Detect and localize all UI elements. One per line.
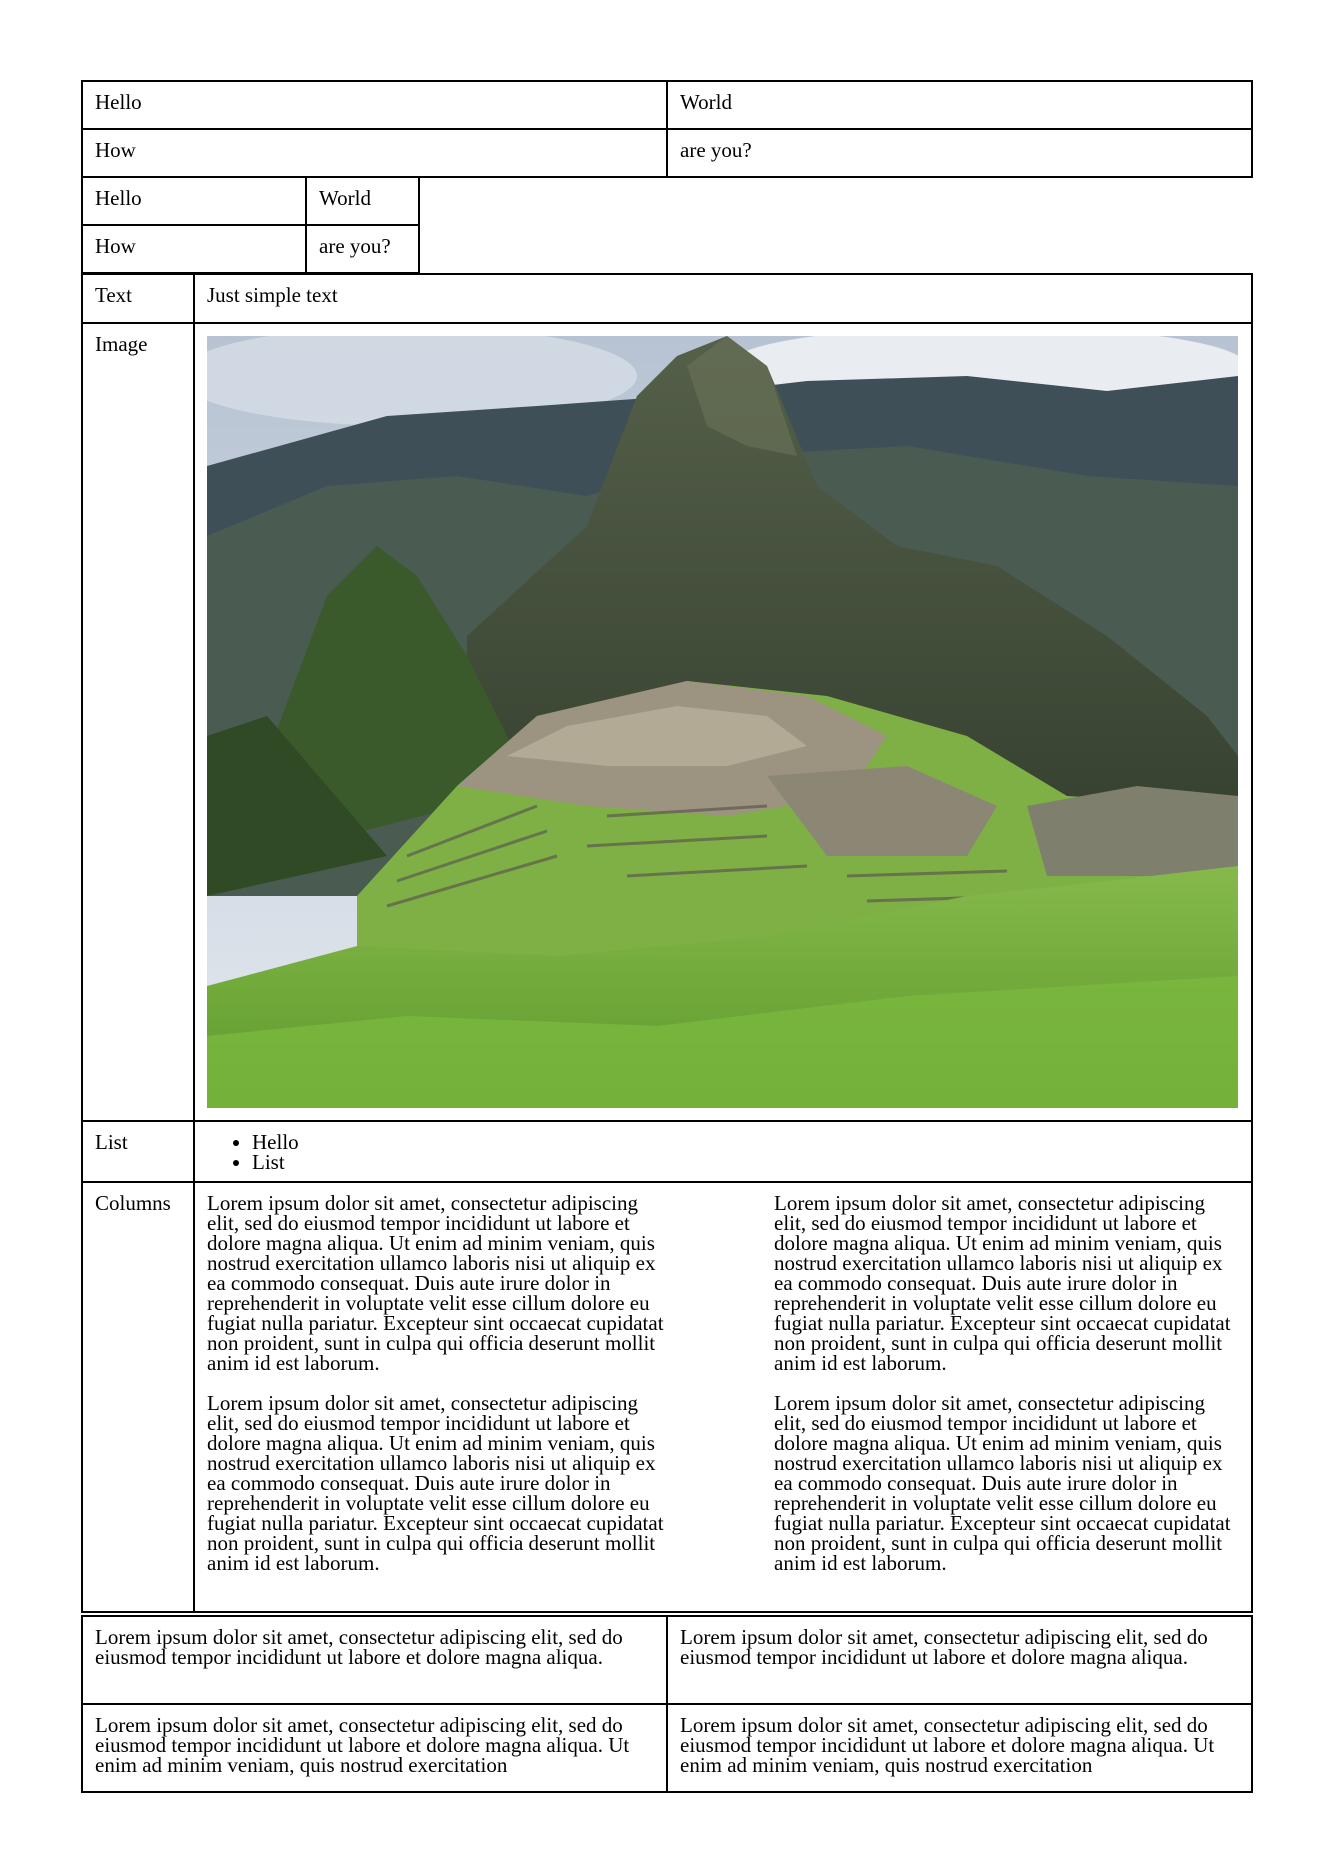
lorem-table [81, 1615, 1253, 1793]
table-cell: are you? [306, 225, 419, 273]
columns-cell [194, 1182, 1252, 1612]
text-column-left [207, 1193, 672, 1573]
table-cell [82, 1616, 667, 1704]
table-cell: How [82, 225, 306, 273]
greeting-table-wide [81, 80, 1253, 178]
paragraph: Lorem ipsum dolor sit amet, consectetur adipiscing elit, sed do eiusmod tempor incididunt ut labore et dolore magna aliqua. [95, 1625, 623, 1669]
table-cell: are you? [667, 129, 1252, 177]
table-row [82, 225, 419, 273]
paragraph: Lorem ipsum dolor sit amet, consectetur adipiscing elit, sed do eiusmod tempor incididunt ut labore et dolore magna aliqua. Ut enim ad minim veniam, quis nostrud exercitation [95, 1713, 630, 1777]
paragraph: Lorem ipsum dolor sit amet, consectetur adipiscing elit, sed do eiusmod tempor incididunt ut labore et dolore magna aliqua. Ut enim ad minim veniam, quis nostrud exercitation ullamco laboris nisi ut aliquip ex ea commodo consequat. Duis aute irure dolor in reprehenderit in voluptate velit esse cillum dolore eu fugiat nulla pariatur. Excepteur sint occaecat cupidatat non proident, sunt in culpa qui officia deserunt mollit anim id est laborum. [774, 1391, 1231, 1575]
table-row-image [82, 323, 1252, 1121]
row-label: Image [82, 323, 194, 1121]
table-cell: How [82, 129, 667, 177]
table-cell: Hello [82, 177, 306, 225]
simple-text: Just simple text [194, 274, 1252, 323]
table-row-columns [82, 1182, 1252, 1612]
table-row [82, 1704, 1252, 1792]
table-cell: World [306, 177, 419, 225]
table-cell: Hello [82, 81, 667, 129]
list-item: • Hello [252, 1132, 1239, 1152]
table-cell: World [667, 81, 1252, 129]
text-columns [207, 1193, 1239, 1573]
table-cell [82, 1704, 667, 1792]
mountain-ruins-photo [207, 336, 1238, 1108]
table-cell [667, 1704, 1252, 1792]
list-cell [194, 1121, 1252, 1182]
text-column-right [774, 1193, 1239, 1573]
table-row [82, 129, 1252, 177]
paragraph: Lorem ipsum dolor sit amet, consectetur adipiscing elit, sed do eiusmod tempor incididunt ut labore et dolore magna aliqua. Ut enim ad minim veniam, quis nostrud exercitation ullamco laboris nisi ut aliquip ex ea commodo consequat. Duis aute irure dolor in reprehenderit in voluptate velit esse cillum dolore eu fugiat nulla pariatur. Excepteur sint occaecat cupidatat non proident, sunt in culpa qui officia deserunt mollit anim id est laborum. [207, 1391, 664, 1575]
table-row-text [82, 274, 1252, 323]
list-item: • List [252, 1152, 1239, 1172]
image-cell [194, 323, 1252, 1121]
paragraph: Lorem ipsum dolor sit amet, consectetur adipiscing elit, sed do eiusmod tempor incididunt ut labore et dolore magna aliqua. Ut enim ad minim veniam, quis nostrud exercitation ullamco laboris nisi ut aliquip ex ea commodo consequat. Duis aute irure dolor in reprehenderit in voluptate velit esse cillum dolore eu fugiat nulla pariatur. Excepteur sint occaecat cupidatat non proident, sunt in culpa qui officia deserunt mollit anim id est laborum. [774, 1191, 1231, 1375]
paragraph: Lorem ipsum dolor sit amet, consectetur adipiscing elit, sed do eiusmod tempor incididunt ut labore et dolore magna aliqua. [680, 1625, 1208, 1669]
row-label: Text [82, 274, 194, 323]
paragraph: Lorem ipsum dolor sit amet, consectetur adipiscing elit, sed do eiusmod tempor incididunt ut labore et dolore magna aliqua. Ut enim ad minim veniam, quis nostrud exercitation ullamco laboris nisi ut aliquip ex ea commodo consequat. Duis aute irure dolor in reprehenderit in voluptate velit esse cillum dolore eu fugiat nulla pariatur. Excepteur sint occaecat cupidatat non proident, sunt in culpa qui officia deserunt mollit anim id est laborum. [207, 1191, 664, 1375]
table-row [82, 1616, 1252, 1704]
table-cell [667, 1616, 1252, 1704]
table-row [82, 177, 419, 225]
row-label: Columns [82, 1182, 194, 1612]
table-row [82, 81, 1252, 129]
greeting-table-narrow [81, 176, 420, 274]
paragraph: Lorem ipsum dolor sit amet, consectetur adipiscing elit, sed do eiusmod tempor incididunt ut labore et dolore magna aliqua. Ut enim ad minim veniam, quis nostrud exercitation [680, 1713, 1215, 1777]
table-row-list [82, 1121, 1252, 1182]
bullet-list [207, 1132, 1239, 1172]
row-label: List [82, 1121, 194, 1182]
content-table [81, 273, 1253, 1613]
